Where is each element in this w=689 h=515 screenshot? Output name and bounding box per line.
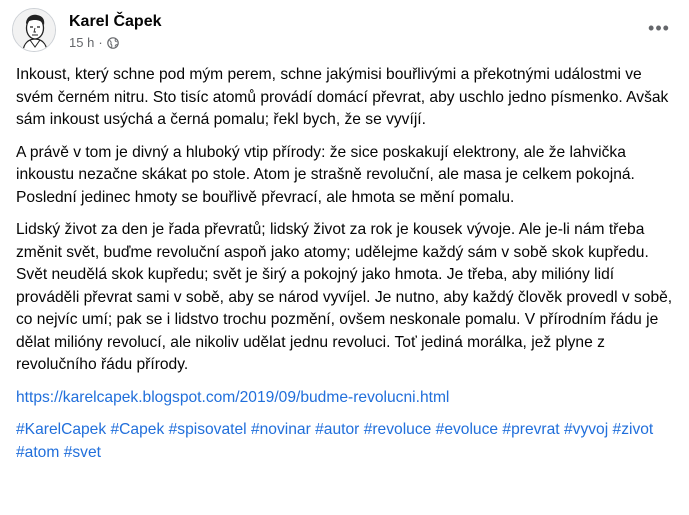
globe-icon[interactable] bbox=[107, 37, 119, 49]
hashtag-link[interactable]: #evoluce bbox=[435, 421, 499, 438]
post-meta bbox=[69, 35, 119, 51]
hashtag-link[interactable]: #autor bbox=[315, 421, 360, 438]
post-header bbox=[12, 8, 677, 56]
more-options-icon[interactable]: ••• bbox=[648, 18, 670, 38]
meta-separator: · bbox=[98, 35, 103, 50]
hashtag-link[interactable]: #KarelCapek bbox=[16, 421, 107, 438]
hashtag-link[interactable]: #prevrat bbox=[502, 421, 560, 438]
post-paragraph: A právě v tom je divný a hluboký vtip přírody: že sice poskakují elektrony, ale že lahvička inkoustu nezačne skákat po stole. Atom je strašně revoluční, ale masa je celkem pokojná. Poslední jedinec hmoty se bouřlivě převrací, ale hmota se mění pomalu. bbox=[16, 143, 635, 206]
post-body bbox=[16, 64, 676, 464]
hashtag-link[interactable]: #Capek bbox=[110, 421, 165, 438]
author-avatar[interactable] bbox=[12, 8, 56, 52]
blog-link[interactable]: https://karelcapek.blogspot.com/2019/09/budme-revolucni.html bbox=[16, 388, 450, 406]
hashtag-link[interactable]: #spisovatel bbox=[168, 421, 247, 438]
post-paragraph: Inkoust, který schne pod mým perem, schne jakýmisi bouřlivými a překotnými událostmi ve svém černém nitru. Sto tisíc atomů provádí domácí převrat, aby uschlo jedno písmenko. Avšak sám inkoust usýchá a černá pomalu; řekl bych, že se vyvíjí. bbox=[16, 66, 669, 128]
link-paragraph bbox=[16, 387, 676, 410]
hashtag-link[interactable]: #novinar bbox=[250, 421, 311, 438]
hashtag-link[interactable]: #zivot bbox=[612, 421, 654, 438]
post-time[interactable]: 15 h bbox=[69, 35, 95, 50]
author-name[interactable]: Karel Čapek bbox=[69, 13, 162, 30]
portrait-illustration bbox=[13, 9, 56, 52]
hashtag-link[interactable]: #vyvoj bbox=[563, 421, 609, 438]
hashtag-link[interactable]: #revoluce bbox=[363, 421, 432, 438]
post-paragraph: Lidský život za den je řada převratů; lidský život za rok je kousek vývoje. Ale je-li nám třeba změnit svět, buďme revoluční aspoň jako atomy; udělejme každý sám v sobě skok kupředu. Svět neudělá skok kupředu; svět je širý a pokojný jako hmota. Je třeba, aby milióny lidí prováděli převrat sami v sobě, aby se národ vyvíjel. Je nutno, aby každý člověk provedl v sobě, co nejvíc umí; pak se i lidstvo trochu pozmění, ovšem neskonale pomalu. V přírodním řádu je dělat milióny revolucí, ale nikoliv udělat jednu revoluci. Toť jediná morálka, jež plyne z revolučního řádu přírody. bbox=[16, 221, 673, 373]
hashtag-link[interactable]: #atom bbox=[16, 443, 60, 461]
hashtag-link[interactable]: #svet bbox=[63, 443, 101, 461]
hashtag-list bbox=[16, 419, 676, 464]
